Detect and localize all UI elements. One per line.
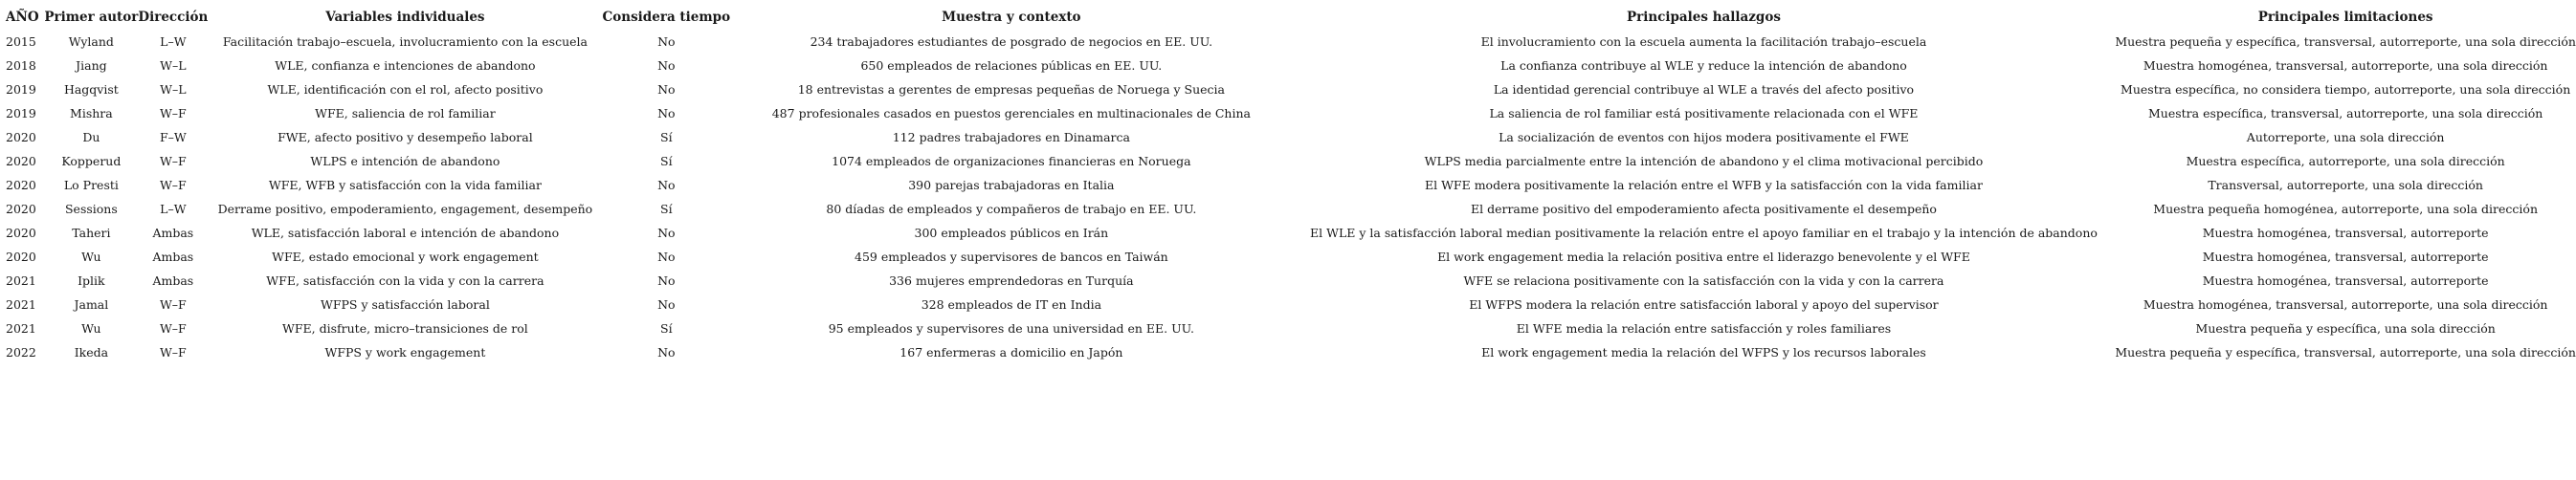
cell-year: 2019 (6, 82, 36, 97)
cell-sample-context: 300 empleados públicos en Irán (914, 226, 1109, 240)
cell-considers-time: No (657, 226, 676, 240)
cell-main-limitations: Transversal, autorreporte, una sola dirección (2208, 178, 2483, 192)
header-direction: Dirección (138, 10, 209, 25)
cell-first-author: Mishra (70, 106, 113, 120)
cell-direction: F–W (159, 130, 187, 144)
cell-main-findings: WLPS media parcialmente entre la intención de abandono y el clima motivacional percibido (1424, 154, 1984, 168)
cell-year: 2022 (6, 345, 36, 360)
cell-direction: W–L (160, 82, 187, 97)
cell-main-limitations: Muestra pequeña y específica, una sola dirección (2195, 321, 2496, 336)
cell-first-author: Jamal (74, 297, 109, 312)
cell-considers-time: Sí (660, 130, 673, 144)
cell-individual-variables: WLPS e intención de abandono (310, 154, 500, 168)
cell-sample-context: 328 empleados de IT en India (921, 297, 1102, 312)
cell-considers-time: No (657, 297, 676, 312)
cell-considers-time: Sí (660, 202, 673, 216)
header-main-limitations: Principales limitaciones (2257, 10, 2433, 25)
cell-main-findings: El work engagement media la relación del WFPS y los recursos laborales (1481, 345, 1926, 360)
cell-considers-time: Sí (660, 321, 673, 336)
header-year: AÑO (6, 10, 39, 25)
cell-individual-variables: WFE, satisfacción con la vida y con la carrera (266, 273, 544, 288)
table-row (6, 245, 2576, 269)
cell-year: 2020 (6, 250, 36, 264)
table-row (6, 221, 2576, 245)
header-individual-variables: Variables individuales (325, 10, 485, 25)
cell-direction: Ambas (152, 226, 194, 240)
cell-individual-variables: WFE, WFB y satisfacción con la vida familiar (268, 178, 542, 192)
cell-individual-variables: WFE, disfrute, micro–transiciones de rol (282, 321, 528, 336)
cell-sample-context: 167 enfermeras a domicilio en Japón (899, 345, 1123, 360)
cell-individual-variables: WFPS y satisfacción laboral (320, 297, 490, 312)
cell-individual-variables: WLE, satisfacción laboral e intención de abandono (251, 226, 560, 240)
cell-main-limitations: Muestra específica, autorreporte, una sola dirección (2186, 154, 2505, 168)
cell-considers-time: No (657, 250, 676, 264)
table-row (6, 269, 2576, 293)
cell-year: 2018 (6, 58, 36, 73)
cell-main-limitations: Muestra pequeña homogénea, autorreporte, una sola dirección (2153, 202, 2539, 216)
cell-direction: W–F (159, 178, 187, 192)
cell-main-findings: El WFE modera positivamente la relación entre el WFB y la satisfacción con la vida familiar (1424, 178, 1983, 192)
cell-first-author: Lo Presti (63, 178, 119, 192)
cell-main-findings: El WFE media la relación entre satisfacción y roles familiares (1516, 321, 1892, 336)
cell-first-author: Wyland (68, 34, 114, 49)
cell-main-limitations: Muestra homogénea, transversal, autorreporte, una sola dirección (2143, 297, 2548, 312)
table-row (6, 173, 2576, 197)
header-considers-time: Considera tiempo (602, 10, 731, 25)
cell-year: 2021 (6, 321, 36, 336)
cell-individual-variables: WFPS y work engagement (324, 345, 486, 360)
cell-main-limitations: Muestra homogénea, transversal, autorreporte (2202, 250, 2489, 264)
cell-sample-context: 80 díadas de empleados y compañeros de trabajo en EE. UU. (826, 202, 1197, 216)
cell-direction: L–W (160, 202, 187, 216)
cell-main-findings: El work engagement media la relación positiva entre el liderazgo benevolente y el WFE (1437, 250, 1970, 264)
cell-first-author: Jiang (76, 58, 107, 73)
cell-individual-variables: WFE, estado emocional y work engagement (272, 250, 539, 264)
table-row (6, 149, 2576, 173)
table-row (6, 101, 2576, 125)
cell-direction: W–L (160, 58, 187, 73)
cell-sample-context: 18 entrevistas a gerentes de empresas pequeñas de Noruega y Suecia (797, 82, 1225, 97)
cell-direction: L–W (160, 34, 187, 49)
cell-main-findings: El derrame positivo del empoderamiento afecta positivamente el desempeño (1470, 202, 1937, 216)
cell-individual-variables: WLE, confianza e intenciones de abandono (275, 58, 536, 73)
cell-sample-context: 336 mujeres emprendedoras en Turquía (889, 273, 1134, 288)
header-main-findings: Principales hallazgos (1626, 10, 1781, 25)
cell-direction: Ambas (152, 250, 194, 264)
cell-first-author: Hagqvist (63, 82, 119, 97)
cell-individual-variables: Facilitación trabajo–escuela, involucramiento con la escuela (222, 34, 588, 49)
cell-year: 2019 (6, 106, 36, 120)
cell-main-findings: El WLE y la satisfacción laboral median positivamente la relación entre el apoyo familiar en el trabajo y la intención de abandono (1310, 226, 2098, 240)
cell-individual-variables: WFE, saliencia de rol familiar (315, 106, 496, 120)
cell-considers-time: No (657, 58, 676, 73)
cell-first-author: Kopperud (61, 154, 122, 168)
cell-direction: W–F (159, 345, 187, 360)
cell-individual-variables: WLE, identificación con el rol, afecto positivo (267, 82, 544, 97)
cell-year: 2021 (6, 273, 36, 288)
cell-sample-context: 234 trabajadores estudiantes de posgrado de negocios en EE. UU. (810, 34, 1213, 49)
cell-sample-context: 650 empleados de relaciones públicas en EE. UU. (860, 58, 1163, 73)
cell-main-limitations: Muestra homogénea, transversal, autorreporte, una sola dirección (2143, 58, 2548, 73)
cell-considers-time: No (657, 345, 676, 360)
cell-main-findings: La confianza contribuye al WLE y reduce la intención de abandono (1500, 58, 1907, 73)
cell-considers-time: No (657, 106, 676, 120)
cell-considers-time: No (657, 273, 676, 288)
cell-sample-context: 1074 empleados de organizaciones financieras en Noruega (832, 154, 1191, 168)
cell-direction: W–F (159, 154, 187, 168)
cell-sample-context: 390 parejas trabajadoras en Italia (908, 178, 1115, 192)
cell-individual-variables: FWE, afecto positivo y desempeño laboral (278, 130, 533, 144)
literature-review-table (6, 6, 2576, 364)
cell-main-findings: La socialización de eventos con hijos modera positivamente el FWE (1499, 130, 1909, 144)
cell-year: 2020 (6, 154, 36, 168)
table-header-row (6, 6, 2576, 30)
cell-year: 2020 (6, 202, 36, 216)
cell-sample-context: 487 profesionales casados en puestos gerenciales en multinacionales de China (771, 106, 1251, 120)
table-row (6, 125, 2576, 149)
cell-sample-context: 112 padres trabajadores en Dinamarca (892, 130, 1130, 144)
cell-first-author: Wu (81, 250, 101, 264)
cell-year: 2020 (6, 130, 36, 144)
cell-main-findings: El WFPS modera la relación entre satisfacción laboral y apoyo del supervisor (1469, 297, 1939, 312)
cell-main-limitations: Autorreporte, una sola dirección (2246, 130, 2445, 144)
cell-year: 2021 (6, 297, 36, 312)
cell-considers-time: No (657, 34, 676, 49)
cell-main-limitations: Muestra homogénea, transversal, autorreporte (2202, 273, 2489, 288)
cell-main-findings: WFE se relaciona positivamente con la satisfacción con la vida y con la carrera (1463, 273, 1944, 288)
cell-main-limitations: Muestra pequeña y específica, transversal, autorreporte, una sola dirección (2115, 34, 2576, 49)
cell-first-author: Du (82, 130, 100, 144)
cell-sample-context: 95 empleados y supervisores de una universidad en EE. UU. (828, 321, 1195, 336)
cell-main-limitations: Muestra específica, no considera tiempo, autorreporte, una sola dirección (2121, 82, 2571, 97)
table-row (6, 293, 2576, 316)
cell-first-author: Ikeda (74, 345, 109, 360)
cell-year: 2020 (6, 226, 36, 240)
cell-direction: Ambas (152, 273, 194, 288)
cell-main-limitations: Muestra específica, transversal, autorreporte, una sola dirección (2147, 106, 2543, 120)
cell-year: 2020 (6, 178, 36, 192)
cell-considers-time: Sí (660, 154, 673, 168)
cell-sample-context: 459 empleados y supervisores de bancos en Taiwán (855, 250, 1168, 264)
cell-main-findings: El involucramiento con la escuela aumenta la facilitación trabajo–escuela (1480, 34, 1927, 49)
table-row (6, 340, 2576, 364)
table-row (6, 30, 2576, 54)
cell-main-limitations: Muestra pequeña y específica, transversal, autorreporte, una sola dirección (2115, 345, 2576, 360)
table-row (6, 197, 2576, 221)
cell-year: 2015 (6, 34, 36, 49)
table-row (6, 316, 2576, 340)
cell-individual-variables: Derrame positivo, empoderamiento, engagement, desempeño (217, 202, 593, 216)
cell-first-author: Iplik (78, 273, 105, 288)
cell-main-findings: La saliencia de rol familiar está positivamente relacionada con el WFE (1489, 106, 1919, 120)
cell-main-limitations: Muestra homogénea, transversal, autorreporte (2202, 226, 2489, 240)
cell-direction: W–F (159, 321, 187, 336)
cell-considers-time: No (657, 178, 676, 192)
cell-first-author: Wu (81, 321, 101, 336)
header-sample-context: Muestra y contexto (942, 10, 1081, 25)
header-first-author: Primer autor (44, 10, 139, 25)
cell-main-findings: La identidad gerencial contribuye al WLE a través del afecto positivo (1493, 82, 1915, 97)
cell-first-author: Taheri (72, 226, 111, 240)
cell-direction: W–F (159, 106, 187, 120)
cell-first-author: Sessions (64, 202, 118, 216)
table-row (6, 54, 2576, 77)
cell-direction: W–F (159, 297, 187, 312)
cell-considers-time: No (657, 82, 676, 97)
table-row (6, 77, 2576, 101)
